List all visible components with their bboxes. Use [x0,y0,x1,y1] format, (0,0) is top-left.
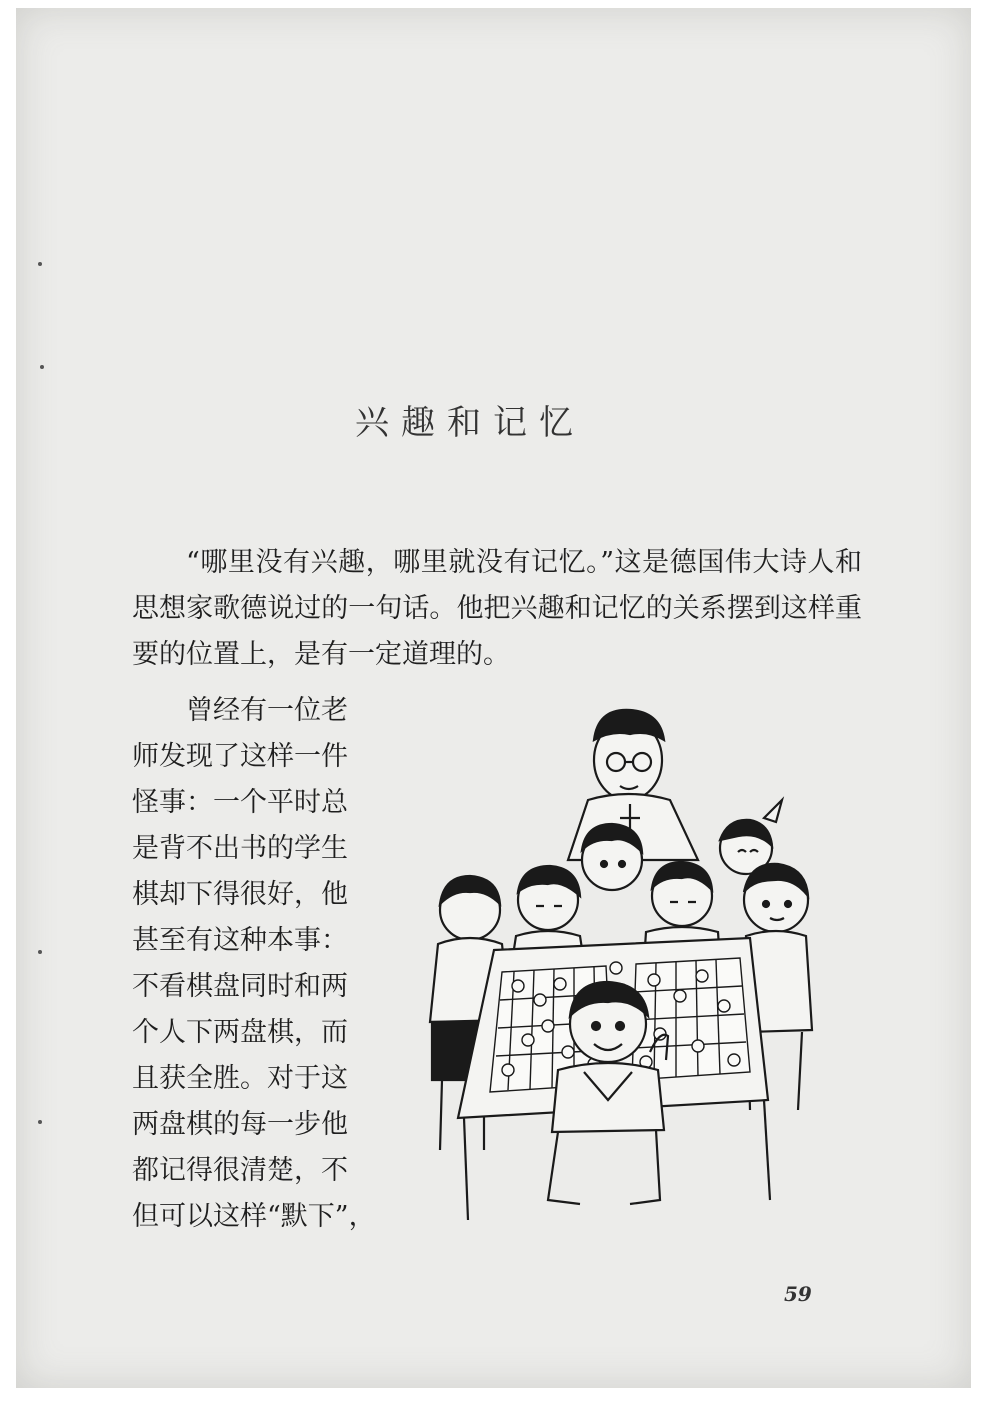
page-title: 兴趣和记忆 [355,403,585,443]
text-line: 两盘棋的每一步他 [132,1109,348,1140]
text-line: 曾经有一位老 [186,695,348,726]
page-number: 59 [784,1282,812,1306]
speck [38,262,42,266]
chess-players-illustration [398,700,828,1260]
speck [38,950,42,954]
text-line: 但可以这样“默下”， [132,1201,376,1232]
paragraph-1: “哪里没有兴趣，哪里就没有记忆。”这是德国伟大诗人和思想家歌德说过的一句话。他把兴趣和记忆的关系摆到这样重要的位置上，是有一定道理的。 [132,547,862,670]
text-line: 甚至有这种本事： [132,925,348,956]
text-line: 都记得很清楚，不 [132,1155,348,1186]
paragraph-2 [132,688,382,1240]
text-line: 师发现了这样一件 [132,741,348,772]
text-line: 棋却下得很好，他 [132,879,348,910]
boy-figure [582,824,642,890]
speck [40,365,44,369]
text-line: 且获全胜。对于这 [132,1063,348,1094]
text-line: 是背不出书的学生 [132,833,348,864]
text-line: 个人下两盘棋，而 [132,1017,348,1048]
speck [38,1120,42,1124]
text-line: 怪事：一个平时总 [132,787,348,818]
text-line: 不看棋盘同时和两 [132,971,348,1002]
